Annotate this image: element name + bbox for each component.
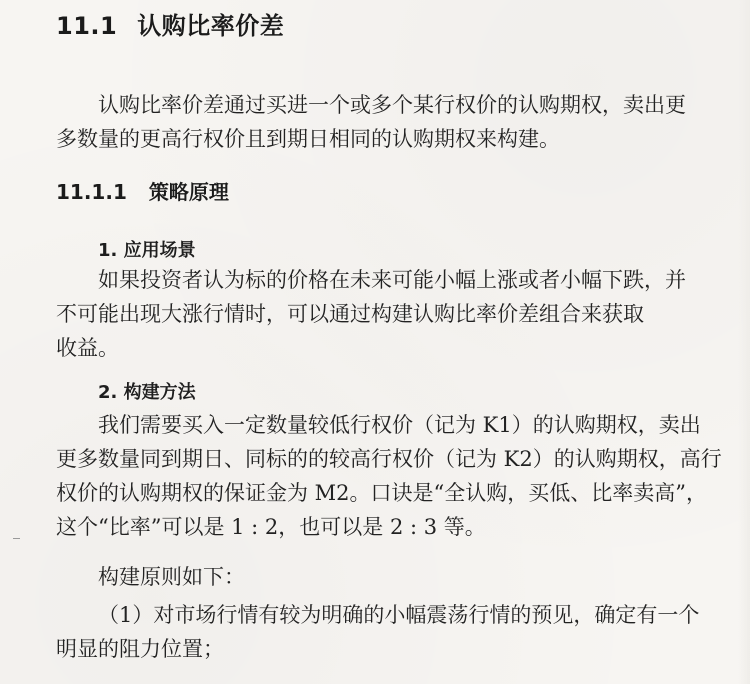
- item1-paragraph: [56, 263, 716, 365]
- intro-line-2: 多数量的更高行权价且到期日相同的认购期权来构建。: [56, 127, 560, 151]
- subsection-number: 11.1.1: [56, 180, 127, 204]
- intro-line-1: 认购比率价差通过买进一个或多个某行权价的认购期权，卖出更: [98, 93, 686, 117]
- item2-line-3: 权价的认购期权的保证金为 M2。口诀是“全认购，买低、比率卖高”，: [56, 481, 708, 505]
- item2-paragraph: [56, 408, 722, 544]
- item1-heading: 1. 应用场景: [98, 240, 196, 261]
- principle-1-line-1: （1）对市场行情有较为明确的小幅震荡行情的预见，确定有一个: [98, 603, 700, 627]
- item1-line-2: 不可能出现大涨行情时，可以通过构建认购比率价差组合来获取: [56, 302, 644, 326]
- principles-paragraph: [56, 560, 716, 666]
- section-title: 认购比率价差: [137, 12, 285, 40]
- margin-mark: [13, 538, 20, 539]
- subsection-heading: [56, 176, 229, 205]
- item2-line-1: 我们需要买入一定数量较低行权价（记为 K1）的认购期权，卖出: [98, 413, 701, 437]
- principles-heading: 构建原则如下：: [98, 565, 245, 589]
- intro-paragraph: [56, 88, 716, 156]
- principle-1-line-2: 明显的阻力位置；: [56, 637, 224, 661]
- item2-line-4: 这个“比率”可以是 1 : 2，也可以是 2 : 3 等。: [56, 515, 486, 539]
- item2-heading: 2. 构建方法: [98, 382, 196, 403]
- item1-line-1: 如果投资者认为标的价格在未来可能小幅上涨或者小幅下跌，并: [98, 268, 686, 292]
- item2-line-2: 更多数量同到期日、同标的的较高行权价（记为 K2）的认购期权，高行: [56, 447, 722, 471]
- item1-line-3: 收益。: [56, 336, 119, 360]
- subsection-title: 策略原理: [148, 180, 229, 204]
- section-heading: [56, 6, 284, 41]
- page-edge-shadow: [738, 0, 750, 684]
- section-number: 11.1: [56, 12, 118, 40]
